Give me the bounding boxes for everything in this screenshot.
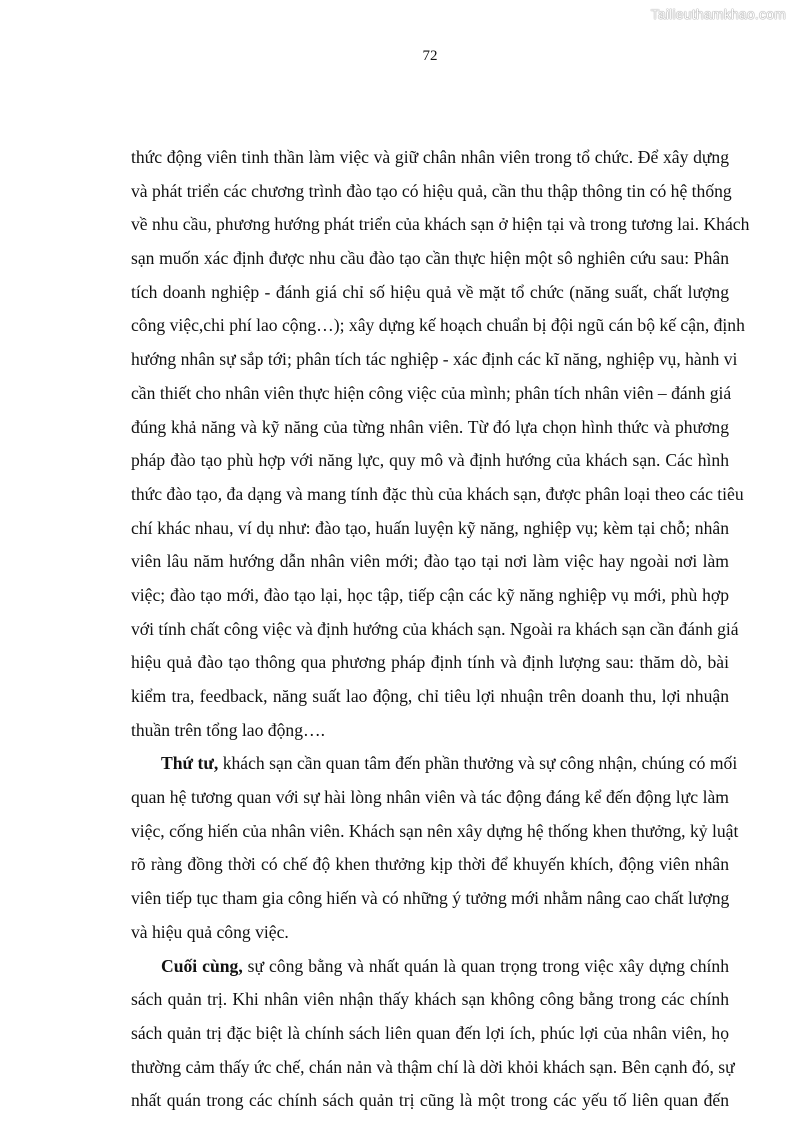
text-line: và phát triển các chương trình đào tạo có hiệu quả, cần thu thập thông tin có hệ thống <box>131 180 732 201</box>
text-line: thức động viên tinh thần làm việc và giữ chân nhân viên trong tổ chức. Để xây dựng <box>131 147 729 167</box>
text-line: sách quản trị. Khi nhân viên nhận thấy khách sạn không công bằng trong các chính <box>131 989 729 1010</box>
text-line: hiệu quả đào tạo thông qua phương pháp định tính và định lượng sau: thăm dò, bài <box>131 652 729 673</box>
text-line: về nhu cầu, phương hướng phát triển của khách sạn ở hiện tại và trong tương lai. Khách <box>131 214 750 235</box>
text-line: cần thiết cho nhân viên thực hiện công việc của mình; phân tích nhân viên – đánh giá <box>131 382 732 403</box>
text-line: với tính chất công việc và định hướng của khách sạn. Ngoài ra khách sạn cần đánh giá <box>131 618 739 639</box>
page-number: 72 <box>422 48 438 64</box>
text-line: nhất quán trong các chính sách quản trị cũng là một trong các yếu tố liên quan đến <box>131 1090 729 1111</box>
text-line: việc, cống hiến của nhân viên. Khách sạn nên xây dựng hệ thống khen thưởng, kỷ luật <box>131 820 739 841</box>
text-line-first <box>131 747 738 781</box>
text-line: công việc,chi phí lao cộng…); xây dựng kế hoạch chuẩn bị đội ngũ cán bộ kế cận, định <box>131 315 745 336</box>
text-line: hướng nhân sự sắp tới; phân tích tác nghiệp - xác định các kĩ năng, nghiệp vụ, hành vi <box>131 349 738 370</box>
lead-heading: Cuối cùng, <box>161 955 243 976</box>
text-line: thuần trên tổng lao động…. <box>131 719 325 740</box>
text-line: sách quản trị đặc biệt là chính sách liên quan đến lợi ích, phúc lợi của nhân viên, họ <box>131 1022 729 1043</box>
text-line: và hiệu quả công việc. <box>131 921 289 942</box>
text-line: tích doanh nghiệp - đánh giá chỉ số hiệu quả về mặt tổ chức (năng suất, chất lượng <box>131 281 729 302</box>
text-line-first <box>131 950 729 984</box>
text-span: khách sạn cần quan tâm đến phần thưởng và sự công nhận, chúng có mối <box>218 753 738 774</box>
document-body <box>131 141 750 1118</box>
text-line: chí khác nhau, ví dụ như: đào tạo, huấn luyện kỹ năng, nghiệp vụ; kèm tại chỗ; nhân <box>131 517 729 538</box>
text-line: viên lâu năm hướng dẫn nhân viên mới; đào tạo tại nơi làm việc hay ngoài nơi làm <box>131 551 729 572</box>
text-line: đúng khả năng và kỹ năng của từng nhân viên. Từ đó lựa chọn hình thức và phương <box>131 416 729 437</box>
text-span: sự công bằng và nhất quán là quan trọng trong việc xây dựng chính <box>242 955 729 976</box>
paragraph-finally <box>131 950 735 1118</box>
text-line: thức đào tạo, đa dạng và mang tính đặc thù của khách sạn, được phân loại theo các tiêu <box>131 483 744 504</box>
text-line: việc; đào tạo mới, đào tạo lại, học tập, tiếp cận các kỹ năng nghiệp vụ mới, phù hợp <box>131 584 729 605</box>
text-line: viên tiếp tục tham gia công hiến và có những ý tưởng mới nhằm nâng cao chất lượng <box>131 888 730 909</box>
paragraph-training <box>131 141 750 747</box>
paragraph-fourth <box>131 747 739 949</box>
lead-heading: Thứ tư, <box>161 753 219 774</box>
text-line: kiểm tra, feedback, năng suất lao động, chỉ tiêu lợi nhuận trên doanh thu, lợi nhuận <box>131 686 729 706</box>
text-line: sạn muốn xác định được nhu cầu đào tạo cần thực hiện một sô nghiên cứu sau: Phân <box>131 248 729 269</box>
text-line: thường cảm thấy ức chế, chán nản và thậm chí là dời khỏi khách sạn. Bên cạnh đó, sự <box>131 1056 735 1077</box>
text-line: quan hệ tương quan với sự hài lòng nhân viên và tác động đáng kể đến động lực làm <box>131 787 729 808</box>
text-line: pháp đào tạo phù hợp với năng lực, quy mô và định hướng của khách sạn. Các hình <box>131 450 729 471</box>
watermark: Tailieuthamkhao.com <box>650 6 786 22</box>
text-line: rõ ràng đồng thời có chế độ khen thưởng kịp thời để khuyến khích, động viên nhân <box>131 854 729 875</box>
